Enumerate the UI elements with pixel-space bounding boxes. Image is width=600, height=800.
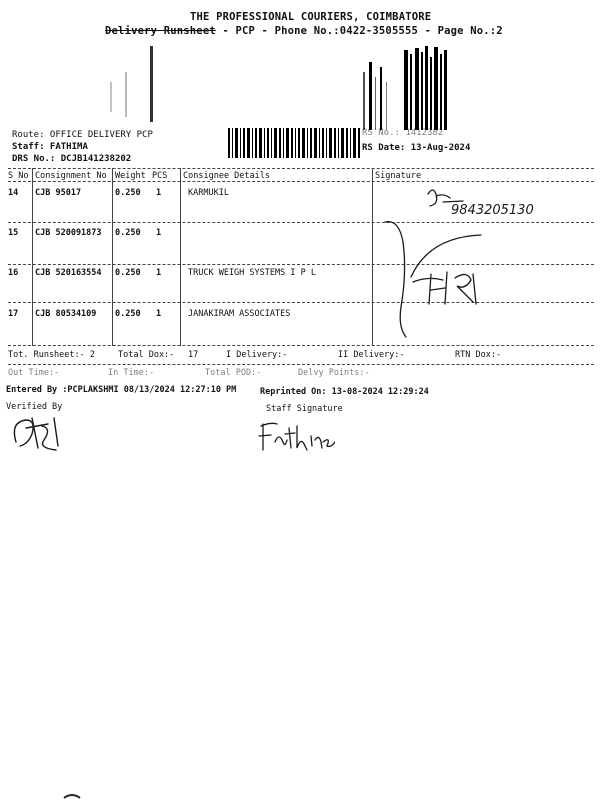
subtitle-rest: - PCP - Phone No.:0422-3505555 - Page No.:2 <box>215 25 503 37</box>
row-weight: 0.250 <box>115 188 141 198</box>
barcode-left-image <box>105 42 165 122</box>
row-weight: 0.250 <box>115 268 141 278</box>
col-header-pcs: PCS <box>152 171 168 181</box>
row-sno: 14 <box>8 188 19 198</box>
subtitle-prefix: Delivery Runsheet <box>105 25 216 37</box>
in-time: In Time:- <box>108 368 155 378</box>
i-delivery: I Delivery:- <box>226 350 288 360</box>
row-pcs: 1 <box>156 268 162 278</box>
row-sno: 16 <box>8 268 19 278</box>
scan-mark <box>62 792 82 800</box>
entered-by: Entered By :PCPLAKSHMI 08/13/2024 12:27:10 PM <box>6 385 237 395</box>
staff-signature-label: Staff Signature <box>266 404 343 414</box>
row-consignment: CJB 95017 <box>35 188 82 198</box>
col-separator <box>32 168 33 346</box>
col-separator <box>112 168 113 346</box>
col-header-signature: Signature <box>375 171 422 181</box>
out-time: Out Time:- <box>8 368 60 378</box>
col-header-sno: S No <box>8 171 29 181</box>
row-consignment: CJB 520163554 <box>35 268 102 278</box>
total-pod: Total POD:- <box>205 368 262 378</box>
delvy-points: Delvy Points:- <box>298 368 370 378</box>
row-pcs: 1 <box>156 228 162 238</box>
row-weight: 0.250 <box>115 228 141 238</box>
route-label: Route: OFFICE DELIVERY PCP <box>12 130 153 140</box>
row-consignee: TRUCK WEIGH SYSTEMS I P L <box>188 268 316 278</box>
table-top-rule <box>8 168 594 169</box>
total-dox-value: 17 <box>188 350 199 360</box>
rs-barcode <box>228 128 360 158</box>
col-separator <box>180 168 181 346</box>
verified-signature-image <box>8 412 68 454</box>
staff-signature-image <box>255 418 335 454</box>
staff-label: Staff: FATHIMA <box>12 142 88 152</box>
col-header-consignee: Consignee Details <box>183 171 270 181</box>
drs-number: DRS No.: DCJB141238202 <box>12 154 132 164</box>
barcode-right-image <box>360 42 450 130</box>
handwritten-signatures <box>373 182 593 342</box>
row-weight: 0.250 <box>115 309 141 319</box>
row-consignment: CJB 520091873 <box>35 228 102 238</box>
row-pcs: 1 <box>156 309 162 319</box>
company-name: THE PROFESSIONAL COURIERS, COIMBATORE <box>190 11 432 23</box>
row-consignee: JANAKIRAM ASSOCIATES <box>188 309 291 319</box>
totals-rule <box>8 364 594 365</box>
rs-date: RS Date: 13-Aug-2024 <box>362 143 471 153</box>
col-header-consignment: Consignment No <box>35 171 107 181</box>
rtn-dox: RTN Dox:- <box>455 350 502 360</box>
row-consignee: KARMUKIL <box>188 188 229 198</box>
runsheet-subtitle <box>105 25 503 37</box>
total-dox-label: Total Dox:- <box>118 350 175 360</box>
row-pcs: 1 <box>156 188 162 198</box>
rs-number: RS No.: 1412382 <box>362 128 444 138</box>
reprinted-on: Reprinted On: 13-08-2024 12:29:24 <box>260 387 429 397</box>
row-sno: 15 <box>8 228 19 238</box>
verified-by-label: Verified By <box>6 402 63 412</box>
ii-delivery: II Delivery:- <box>338 350 405 360</box>
row-sno: 17 <box>8 309 19 319</box>
row-consignment: CJB 80534109 <box>35 309 97 319</box>
handwritten-phone: 9843205130 <box>451 203 534 218</box>
col-header-weight: Weight <box>115 171 146 181</box>
tot-runsheet: Tot. Runsheet:- 2 <box>8 350 95 360</box>
row-rule <box>8 345 594 346</box>
